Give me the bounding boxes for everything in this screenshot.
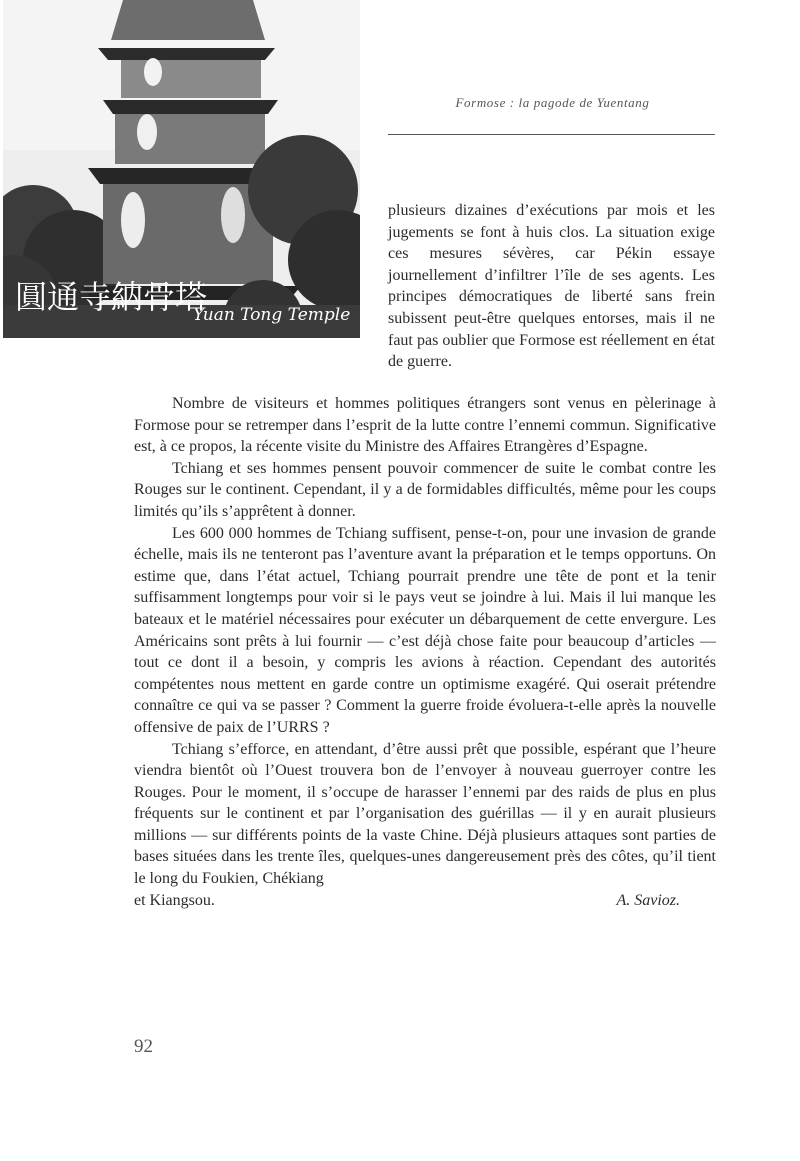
- author-signature: A. Savioz.: [616, 891, 680, 909]
- pagoda-photo: [3, 0, 360, 338]
- chinese-inscription: 圓通寺納骨塔: [15, 278, 208, 316]
- paragraph: Tchiang et ses hommes pensent pouvoir commencer de suite le combat contre les Rouges sur le continent. Cependant, il y a de formidables difficultés, même pour les coups limités qu’ils s’apprêtent à donner.: [134, 459, 716, 520]
- caption-rule: [388, 134, 715, 135]
- main-text: [134, 393, 716, 911]
- page-number: 92: [134, 1036, 153, 1057]
- latin-inscription: Yuan Tong Temple: [193, 305, 351, 325]
- signature-line: [134, 890, 716, 912]
- side-paragraph: plusieurs dizaines d’exécutions par mois et les jugements se font à huis clos. La situation exige ces mesures sévères, car Pékin essaye journellement d’infiltrer l’île de ses agents. Les principes démocratiques de liberté sans frein subissent peut-être quelques entorses, mais il ne faut pas oublier que Formose est réellement en état de guerre.: [388, 202, 715, 371]
- paragraph: Les 600 000 hommes de Tchiang suffisent, pense-t-on, pour une invasion de grande échelle, mais ils ne tenteront pas l’aventure avant la préparation et le temps opportuns. On estime que, dans l’état actuel, Tchiang pourrait prendre une tête de pont et la tenir suffisamment longtemps pour voir si le pays veut se joindre à lui. Mais il lui manque les bateaux et le matériel nécessaires pour exécuter un débarquement de cette envergure. Les Américains sont prêts à lui fournir — c’est déjà chose faite pour beaucoup d’articles — tout ce dont il a besoin, y compris les avions à réaction. Cependant des autorités compétentes nous mettent en garde contre un optimisme exagéré. Qui oserait prétendre connaître ce qui va se passer ? Comment la guerre froide évoluera-t-elle après la nouvelle offensive de paix de l’URRS ?: [134, 524, 716, 736]
- paragraph: Tchiang s’efforce, en attendant, d’être aussi prêt que possible, espérant que l’heure viendra bientôt où l’Ouest trouvera bon de l’envoyer à nouveau guerroyer contre les Rouges. Pour le moment, il s’occupe de harasser l’ennemi par des raids de plus en plus fréquents sur le continent et par l’organisation des guérillas — il y en aurait plusieurs millions — sur différents points de la vaste Chine. Déjà plusieurs attaques sont parties de bases situées dans les trente îles, quelques-unes dangereusement près des côtes, qu’il tient le long du Foukien, Chékiang: [134, 740, 716, 888]
- pagoda-illustration: [3, 0, 360, 338]
- paragraph: Nombre de visiteurs et hommes politiques étrangers sont venus en pèlerinage à Formose pour se retremper dans l’esprit de la lutte contre l’ennemi commun. Significative est, à ce propos, la récente visite du Ministre des Affaires Etrangères d’Espagne.: [134, 395, 716, 456]
- photo-caption: Formose : la pagode de Yuentang: [455, 95, 650, 110]
- closing-text: et Kiangsou.: [134, 891, 215, 909]
